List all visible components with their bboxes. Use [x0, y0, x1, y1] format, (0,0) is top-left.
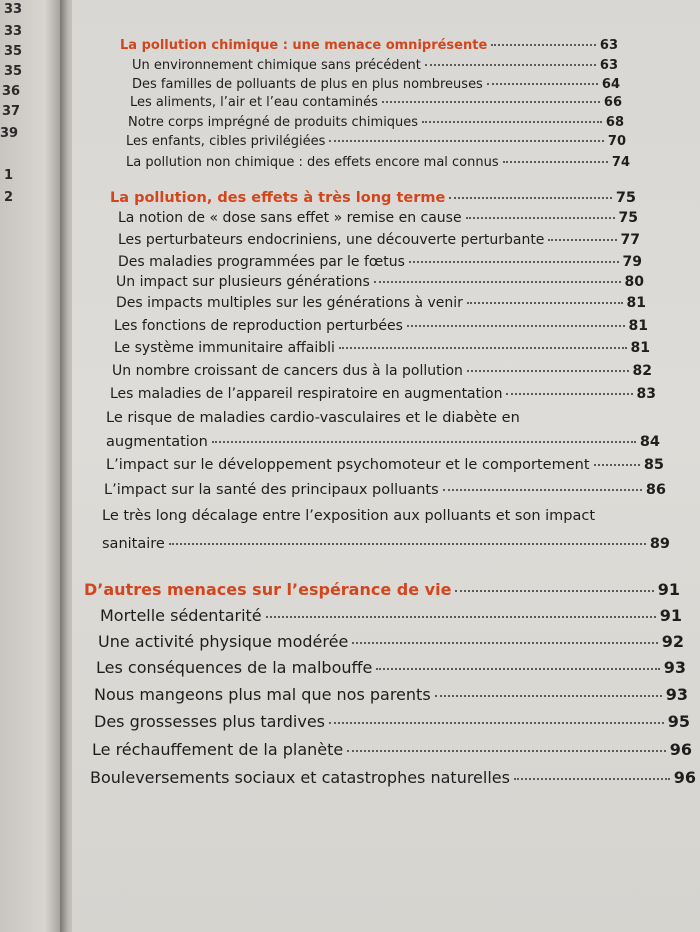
toc-entry	[118, 232, 640, 248]
dot-leader	[487, 83, 598, 85]
page-number: 63	[599, 58, 618, 73]
entry-label: Les fonctions de reproduction perturbées	[114, 318, 403, 334]
dot-leader	[376, 668, 659, 670]
entry-label: Les aliments, l’air et l’eau contaminés	[130, 95, 378, 110]
left-page-number: 33	[4, 2, 23, 17]
dot-leader	[329, 722, 664, 724]
page-number: 75	[618, 210, 638, 226]
dot-leader	[409, 261, 619, 263]
entry-label: Les perturbateurs endocriniens, une découverte perturbante	[118, 232, 545, 248]
section-title: La pollution chimique : une menace omniprésente	[120, 38, 488, 53]
entry-label: Notre corps imprégné de produits chimiques	[128, 115, 419, 130]
page-number: 96	[673, 768, 696, 787]
entry-label: L’impact sur la santé des principaux polluants	[104, 482, 439, 498]
page-number: 81	[630, 340, 650, 356]
page-number: 81	[626, 295, 646, 311]
section-heading	[120, 38, 618, 53]
toc-entry	[118, 254, 642, 270]
entry-label: L’impact sur le développement psychomoteur et le comportement	[106, 457, 590, 473]
dot-leader	[449, 197, 612, 199]
dot-leader	[352, 642, 657, 644]
page-number: 74	[611, 155, 630, 170]
dot-leader	[506, 393, 632, 395]
entry-label-first-line: Le risque de maladies cardio-vasculaires et le diabète en	[106, 410, 520, 426]
entry-label: Des familles de polluants de plus en plus nombreuses	[132, 77, 483, 92]
toc-entry	[94, 712, 690, 731]
toc-entry	[100, 606, 682, 625]
toc-entry	[132, 77, 620, 92]
page-number: 93	[663, 658, 686, 677]
page-number: 85	[643, 457, 664, 473]
page-number: 63	[599, 38, 618, 53]
entry-label: Des grossesses plus tardives	[94, 712, 325, 731]
entry-label: sanitaire	[102, 536, 165, 552]
page-number: 92	[661, 632, 684, 651]
toc-entry	[114, 318, 648, 334]
left-page-number: 35	[4, 64, 23, 79]
dot-leader	[466, 217, 615, 219]
entry-label: Un nombre croissant de cancers dus à la pollution	[112, 363, 463, 379]
toc-entry	[104, 482, 666, 498]
entry-label: Le système immunitaire affaibli	[114, 340, 335, 356]
page-number: 95	[667, 712, 690, 731]
section-heading	[110, 190, 636, 206]
dot-leader	[503, 161, 608, 163]
toc-entry	[90, 768, 696, 787]
toc-entry	[96, 658, 686, 677]
toc-entry	[106, 434, 660, 450]
entry-label: augmentation	[106, 434, 208, 450]
dot-leader	[467, 302, 623, 304]
section-title: D’autres menaces sur l’espérance de vie	[84, 580, 452, 599]
page-number: 91	[659, 606, 682, 625]
dot-leader	[212, 441, 636, 443]
toc-entry	[116, 295, 646, 311]
entry-label: La pollution non chimique : des effets encore mal connus	[126, 155, 499, 170]
entry-label: Mortelle sédentarité	[100, 606, 262, 625]
section-title: La pollution, des effets à très long terme	[110, 190, 446, 206]
entry-label: Le réchauffement de la planète	[92, 740, 344, 759]
page-number: 83	[636, 386, 656, 402]
page-number: 64	[601, 77, 620, 92]
left-page-number: 2	[4, 190, 14, 205]
dot-leader	[425, 64, 596, 66]
entry-label: Les maladies de l’appareil respiratoire en augmentation	[110, 386, 503, 402]
page-number: 79	[622, 254, 642, 270]
toc-entry	[132, 58, 618, 73]
dot-leader	[514, 778, 670, 780]
entry-label-first-line: Le très long décalage entre l’exposition aux polluants et son impact	[102, 508, 596, 524]
entry-label: Bouleversements sociaux et catastrophes naturelles	[90, 768, 510, 787]
toc-entry	[112, 363, 652, 379]
entry-label: Un impact sur plusieurs générations	[116, 274, 370, 290]
page-number: 89	[649, 536, 670, 552]
toc-entry	[110, 386, 656, 402]
entry-label: Nous mangeons plus mal que nos parents	[94, 685, 431, 704]
entry-label: Les conséquences de la malbouffe	[96, 658, 373, 677]
left-page-number: 1	[4, 168, 14, 183]
left-page-number: 37	[2, 104, 21, 119]
left-page-edge	[0, 0, 64, 932]
dot-leader	[374, 281, 621, 283]
toc-entry	[126, 155, 630, 170]
toc-entry	[114, 340, 650, 356]
page-number: 86	[645, 482, 666, 498]
page-number: 68	[605, 115, 624, 130]
left-page-number: 33	[4, 24, 23, 39]
page-number: 93	[665, 685, 688, 704]
entry-label: La notion de « dose sans effet » remise en cause	[118, 210, 462, 226]
toc-entry	[106, 457, 664, 473]
page-number: 80	[624, 274, 644, 290]
page-number: 77	[620, 232, 640, 248]
dot-leader	[407, 325, 625, 327]
dot-leader	[339, 347, 627, 349]
toc-entry	[94, 685, 688, 704]
dot-leader	[455, 590, 653, 592]
page-number: 81	[628, 318, 648, 334]
toc-entry	[92, 740, 692, 759]
entry-label: Une activité physique modérée	[98, 632, 349, 651]
dot-leader	[443, 489, 642, 491]
page-number: 82	[632, 363, 652, 379]
page-number: 70	[607, 134, 626, 149]
toc-entry	[102, 536, 670, 552]
dot-leader	[347, 750, 665, 752]
page-number: 75	[615, 190, 636, 206]
entry-label: Les enfants, cibles privilégiées	[126, 134, 326, 149]
dot-leader	[422, 121, 602, 123]
entry-label: Des impacts multiples sur les générations à venir	[116, 295, 463, 311]
section-heading	[84, 580, 680, 599]
left-page-number: 35	[4, 44, 23, 59]
dot-leader	[594, 464, 640, 466]
entry-label: Un environnement chimique sans précédent	[132, 58, 421, 73]
dot-leader	[329, 140, 604, 142]
dot-leader	[491, 44, 596, 46]
dot-leader	[548, 239, 616, 241]
page-number: 96	[669, 740, 692, 759]
left-page-number: 36	[2, 84, 21, 99]
left-page-number: 39	[0, 126, 19, 141]
toc-entry	[126, 134, 626, 149]
toc-entry	[128, 115, 624, 130]
page-number: 66	[603, 95, 622, 110]
entry-label: Des maladies programmées par le fœtus	[118, 254, 405, 270]
toc-entry	[98, 632, 684, 651]
dot-leader	[382, 101, 600, 103]
dot-leader	[467, 370, 629, 372]
dot-leader	[169, 543, 646, 545]
page-number: 84	[639, 434, 660, 450]
toc-entry	[116, 274, 644, 290]
toc-entry	[130, 95, 622, 110]
page-number: 91	[657, 580, 680, 599]
dot-leader	[435, 695, 662, 697]
dot-leader	[266, 616, 656, 618]
toc-entry	[118, 210, 638, 226]
